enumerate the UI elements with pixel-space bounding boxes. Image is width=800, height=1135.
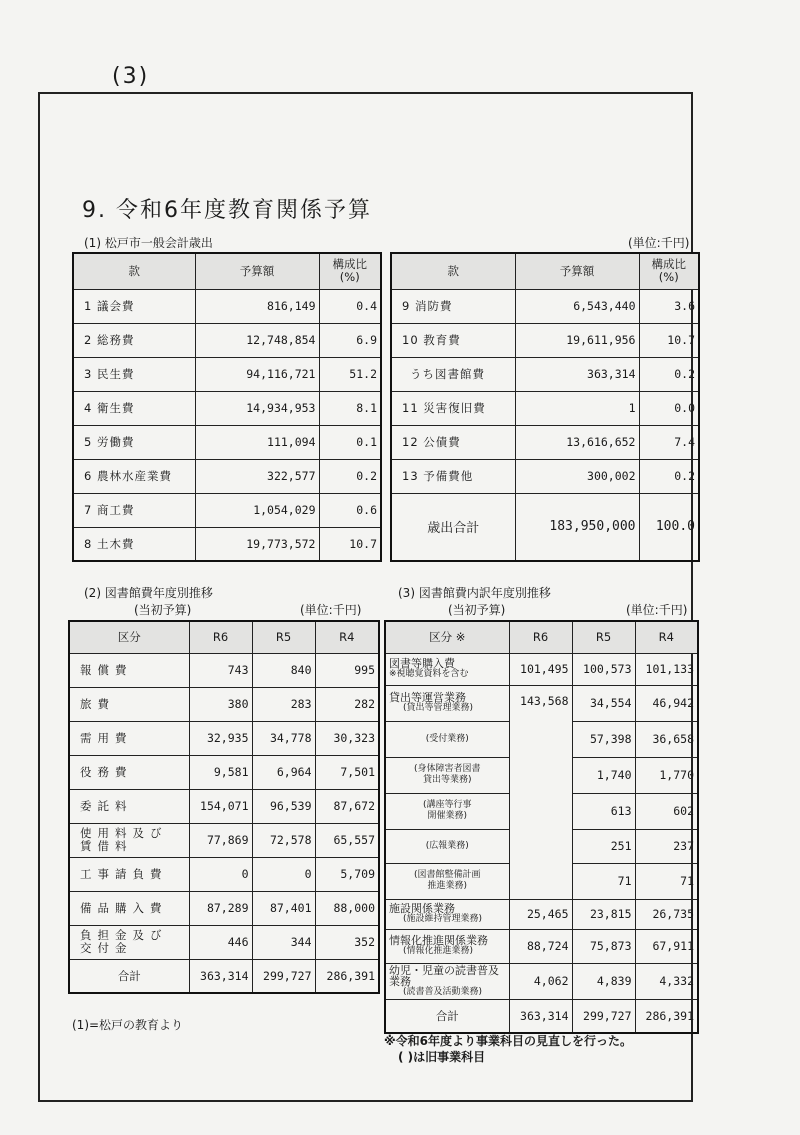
page-title: 9. 令和6年度教育関係予算 [82,198,372,223]
col-header-amount: 予算額 [515,253,639,289]
item-name: 8 土木費 [73,527,195,561]
table-row [385,899,698,929]
item-amount: 300,002 [515,459,639,493]
table-row [391,357,699,391]
col-header-item: 款 [391,253,515,289]
col-header-r6: R6 [189,621,252,653]
value-r5: 4,839 [572,963,635,999]
table-row [73,289,381,323]
item-amount: 1,054,029 [195,493,319,527]
col-header-r4: R4 [315,621,379,653]
library-breakdown-table [384,620,699,1034]
value-r6: 9,581 [189,755,252,789]
value-r5: 87,401 [252,891,315,925]
section3-note2: ( )は旧事業科目 [398,1050,486,1064]
value-r4: 7,501 [315,755,379,789]
category-name: 貸出等運営業務 [389,691,466,704]
table-row [73,459,381,493]
total-ratio: 100.0 [639,493,699,561]
table-row [69,823,379,857]
category-cell [385,929,509,963]
item-ratio: 0.2 [319,459,381,493]
item-ratio: 3.6 [639,289,699,323]
table-row [73,527,381,561]
item-name: 7 商工費 [73,493,195,527]
section2-unit: (単位:千円) [300,603,362,617]
item-ratio: 0.0 [639,391,699,425]
section2-caption: (2) 図書館費年度別推移 [84,586,213,600]
total-r4: 286,391 [315,959,379,993]
table-row [391,391,699,425]
item-ratio: 10.7 [639,323,699,357]
item-name: 1 議会費 [73,289,195,323]
item-name: 10 教育費 [391,323,515,357]
category-name: 施設関係業務 [389,902,455,915]
table-row [391,425,699,459]
total-row [69,959,379,993]
value-r6: 88,724 [509,929,572,963]
value-r6: 0 [189,857,252,891]
value-r4: 5,709 [315,857,379,891]
value-r4: 88,000 [315,891,379,925]
value-r5: 23,815 [572,899,635,929]
value-r5: 251 [572,829,635,863]
total-r4: 286,391 [635,999,698,1033]
value-r6: 101,495 [509,653,572,685]
col-header-ratio: 構成比 (%) [319,253,381,289]
value-r5: 344 [252,925,315,959]
value-r4: 282 [315,687,379,721]
category-cell [385,685,509,721]
table-row [69,857,379,891]
category-sub: (身体障害者図書 貸出等業務) [413,764,481,785]
table-row [73,493,381,527]
category-name: 幼児・児童の読書普及業務 [389,963,499,988]
category-name: 需用費 [69,721,189,755]
value-r5: 34,554 [572,685,635,721]
item-amount: 13,616,652 [515,425,639,459]
category-name: 使用料及び 賃借料 [69,823,189,857]
value-r6: 87,289 [189,891,252,925]
category-cell [385,757,509,793]
value-r4: 67,911 [635,929,698,963]
item-ratio: 7.4 [639,425,699,459]
category-name: 図書等購入費 [389,657,455,670]
item-name: 6 農林水産業費 [73,459,195,493]
category-name: 報償費 [69,653,189,687]
value-r4: 602 [635,793,698,829]
value-r5: 34,778 [252,721,315,755]
section1-unit: (単位:千円) [628,236,690,250]
category-sub: (情報化推進業務) [403,946,474,956]
item-amount: 19,611,956 [515,323,639,357]
table-row [385,685,698,721]
section3-caption: (3) 図書館費内訳年度別推移 [398,586,551,600]
item-ratio: 0.2 [639,357,699,391]
value-r6: 32,935 [189,721,252,755]
value-r4: 995 [315,653,379,687]
table-row [69,789,379,823]
category-cell [385,793,509,829]
item-ratio: 0.6 [319,493,381,527]
table-row [73,357,381,391]
value-r4: 352 [315,925,379,959]
value-r6: 154,071 [189,789,252,823]
section2-sub: (当初予算) [134,603,192,617]
item-ratio: 0.2 [639,459,699,493]
value-r4: 30,323 [315,721,379,755]
category-name: 旅費 [69,687,189,721]
table-row [385,653,698,685]
category-name: 負担金及び 交付金 [69,925,189,959]
value-r4: 4,332 [635,963,698,999]
value-r4: 36,658 [635,721,698,757]
item-amount: 1 [515,391,639,425]
value-r5: 57,398 [572,721,635,757]
section3-note1: ※令和6年度より事業科目の見直しを行った。 [384,1034,633,1048]
value-r4: 1,770 [635,757,698,793]
item-ratio: 0.1 [319,425,381,459]
expenditure-table-right [390,252,700,562]
category-sub: ※視聴覚資料を含む [389,669,469,679]
value-r6: 143,568 [509,685,572,899]
value-r6: 380 [189,687,252,721]
expenditure-table-left [72,252,382,562]
value-r5: 100,573 [572,653,635,685]
total-label: 合計 [385,999,509,1033]
table-row [69,653,379,687]
total-label: 合計 [69,959,189,993]
value-r5: 6,964 [252,755,315,789]
item-name: 9 消防費 [391,289,515,323]
value-r6: 77,869 [189,823,252,857]
category-sub: (講座等行事 開催業務) [422,800,472,821]
item-amount: 111,094 [195,425,319,459]
category-sub: (貸出等管理業務) [403,703,474,713]
col-header-item: 款 [73,253,195,289]
item-ratio: 51.2 [319,357,381,391]
value-r4: 65,557 [315,823,379,857]
col-header-category: 区分 [69,621,189,653]
category-cell [385,899,509,929]
value-r4: 46,942 [635,685,698,721]
total-r5: 299,727 [572,999,635,1033]
category-sub: (読書普及活動業務) [403,986,483,997]
value-r5: 840 [252,653,315,687]
category-cell [385,963,509,999]
value-r4: 101,133 [635,653,698,685]
table-row [69,687,379,721]
value-r4: 237 [635,829,698,863]
total-amount: 183,950,000 [515,493,639,561]
item-amount: 94,116,721 [195,357,319,391]
table-row [385,963,698,999]
table-row [69,721,379,755]
section1-caption: (1) 松戸市一般会計歳出 [84,236,213,250]
category-sub: (施設維持管理業務) [403,914,483,924]
value-r6: 4,062 [509,963,572,999]
value-r5: 0 [252,857,315,891]
col-header-r5: R5 [572,621,635,653]
total-r6: 363,314 [509,999,572,1033]
table-row [73,391,381,425]
item-ratio: 6.9 [319,323,381,357]
value-r5: 613 [572,793,635,829]
col-header-category: 区分 ※ [385,621,509,653]
value-r4: 87,672 [315,789,379,823]
col-header-ratio: 構成比 (%) [639,253,699,289]
value-r5: 96,539 [252,789,315,823]
table-row [69,755,379,789]
value-r6: 25,465 [509,899,572,929]
value-r5: 1,740 [572,757,635,793]
value-r5: 72,578 [252,823,315,857]
col-header-r4: R4 [635,621,698,653]
item-name: うち図書館費 [391,357,515,391]
section3-sub: (当初予算) [448,603,506,617]
category-cell [385,829,509,863]
col-header-amount: 予算額 [195,253,319,289]
table-row [385,929,698,963]
item-amount: 363,314 [515,357,639,391]
item-name: 5 労働費 [73,425,195,459]
value-r4: 71 [635,863,698,899]
category-name: 役務費 [69,755,189,789]
item-amount: 14,934,953 [195,391,319,425]
item-amount: 19,773,572 [195,527,319,561]
item-name: 11 災害復旧費 [391,391,515,425]
value-r5: 283 [252,687,315,721]
item-amount: 6,543,440 [515,289,639,323]
item-name: 13 予備費他 [391,459,515,493]
table-row [391,323,699,357]
item-name: 2 総務費 [73,323,195,357]
value-r5: 75,873 [572,929,635,963]
table-row [69,891,379,925]
category-cell [385,721,509,757]
item-ratio: 0.4 [319,289,381,323]
page-mark: (3) [112,64,150,89]
item-name: 3 民生費 [73,357,195,391]
section3-unit: (単位:千円) [626,603,688,617]
item-name: 12 公債費 [391,425,515,459]
category-name: 委託料 [69,789,189,823]
item-amount: 816,149 [195,289,319,323]
value-r5: 71 [572,863,635,899]
total-row [391,493,699,561]
category-name: 情報化推進関係業務 [389,934,488,947]
table-row [73,425,381,459]
category-name: 工事請負費 [69,857,189,891]
library-budget-table [68,620,380,994]
col-header-r5: R5 [252,621,315,653]
item-ratio: 8.1 [319,391,381,425]
item-amount: 12,748,854 [195,323,319,357]
total-r5: 299,727 [252,959,315,993]
value-r6: 743 [189,653,252,687]
category-cell [385,863,509,899]
total-label: 歳出合計 [391,493,515,561]
item-amount: 322,577 [195,459,319,493]
table-row [391,289,699,323]
item-name: 4 衛生費 [73,391,195,425]
total-row [385,999,698,1033]
section2-note: (1)=松戸の教育より [72,1018,184,1032]
table-row [391,459,699,493]
category-sub: (図書館整備計画 推進業務) [413,870,481,891]
total-r6: 363,314 [189,959,252,993]
category-sub: (広報業務) [425,840,469,851]
value-r6: 446 [189,925,252,959]
item-ratio: 10.7 [319,527,381,561]
table-row [73,323,381,357]
table-row [69,925,379,959]
category-name: 備品購入費 [69,891,189,925]
value-r4: 26,735 [635,899,698,929]
category-cell [385,653,509,685]
category-sub: (受付業務) [425,733,469,744]
col-header-r6: R6 [509,621,572,653]
